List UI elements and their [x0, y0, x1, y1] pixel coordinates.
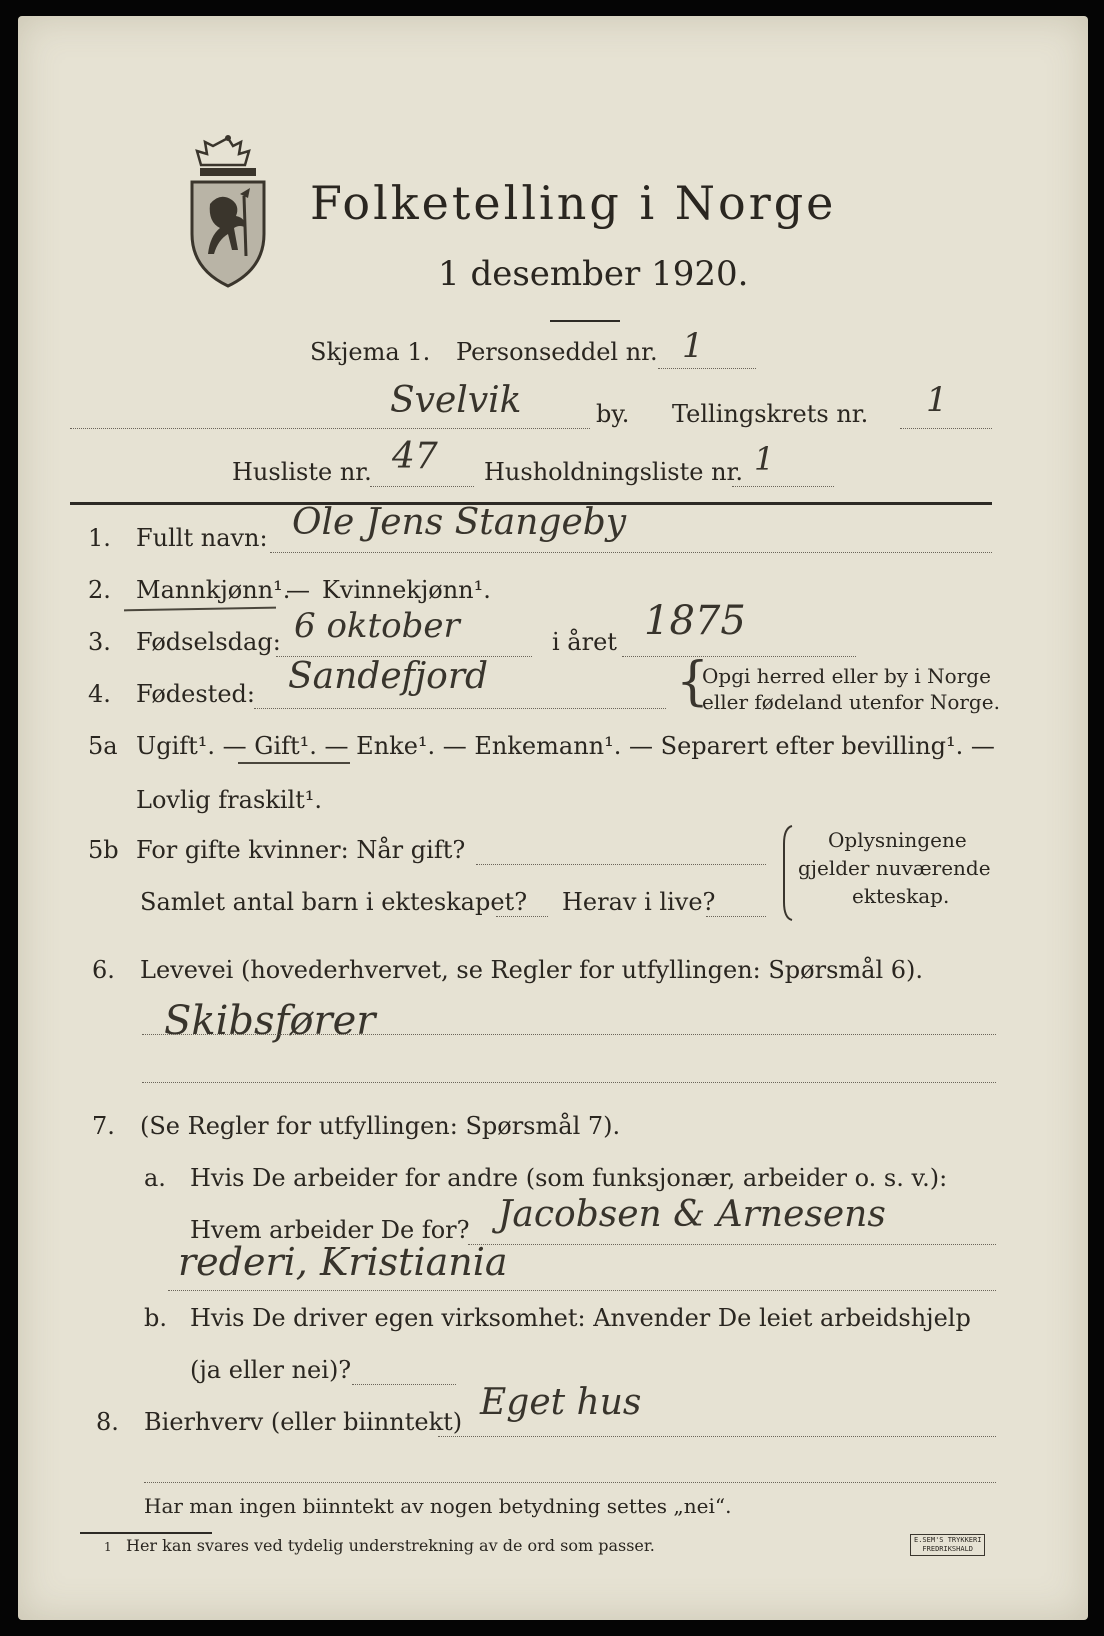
coat-of-arms-icon [184, 134, 272, 294]
q4-line [254, 708, 666, 709]
q5b-children-line[interactable] [496, 916, 548, 917]
q5a-number: 5a [88, 732, 118, 760]
female-option[interactable]: Kvinnekjønn¹. [322, 576, 491, 604]
title-divider [550, 320, 620, 322]
q1-label: Fullt navn: [136, 524, 268, 552]
employer-value-1[interactable]: Jacobsen & Arnesens [498, 1194, 886, 1235]
personseddel-value[interactable]: 1 [682, 326, 704, 366]
q7b-text: Hvis De driver egen virksomhet: Anvender De leiet arbeidshjelp [190, 1304, 971, 1332]
q8-line-2 [144, 1482, 996, 1483]
male-option[interactable]: Mannkjønn¹. [136, 576, 291, 604]
q7b-line[interactable] [352, 1384, 456, 1385]
husholdning-label: Husholdningsliste nr. [484, 458, 743, 486]
husliste-label: Husliste nr. [232, 458, 372, 486]
tellingskrets-value[interactable]: 1 [926, 380, 948, 420]
q7-label: (Se Regler for utfyllingen: Spørsmål 7). [140, 1112, 621, 1140]
personseddel-line [658, 368, 756, 369]
q6-line-2 [142, 1082, 996, 1083]
q6-label: Levevei (hovederhvervet, se Regler for utfyllingen: Spørsmål 6). [140, 956, 924, 984]
male-underline [124, 607, 276, 612]
full-name-value[interactable]: Ole Jens Stangeby [292, 502, 627, 543]
q1-number: 1. [88, 524, 111, 552]
footnote-text: Her kan svares ved tydelig understrekning av de ord som passer. [126, 1536, 655, 1555]
printer-stamp [910, 1534, 985, 1556]
gift-underline [238, 762, 350, 764]
q5b-alive-label: Herav i live? [562, 888, 716, 916]
q7a-text: Hvis De arbeider for andre (som funksjonær, arbeider o. s. v.): [190, 1164, 948, 1192]
q2-separator: — [286, 576, 310, 604]
occupation-value[interactable]: Skibsfører [164, 998, 376, 1044]
q4-label: Fødested: [136, 680, 255, 708]
q5b-note-3: ekteskap. [852, 884, 950, 908]
city-value[interactable]: Svelvik [390, 380, 522, 421]
q8-line-1 [438, 1436, 996, 1437]
q3-year-line [622, 656, 856, 657]
form-title: Folketelling i Norge [310, 176, 837, 230]
q8-number: 8. [96, 1408, 119, 1436]
census-form [18, 16, 1088, 1620]
q7-number: 7. [92, 1112, 115, 1140]
census-date: 1 desember 1920. [438, 254, 749, 294]
by-label: by. [596, 400, 630, 428]
q5b-bracket [780, 824, 796, 922]
q5b-note-2: gjelder nuværende [798, 856, 991, 880]
city-line [70, 428, 590, 429]
q7b-question: (ja eller nei)? [190, 1356, 352, 1384]
husholdning-line [732, 486, 834, 487]
stamp-line-1: E.SEM'S TRYKKERI [914, 1536, 982, 1544]
q4-note-1: Opgi herred eller by i Norge [702, 664, 991, 688]
schema-label: Skjema 1. [310, 338, 431, 366]
q7b-letter: b. [144, 1304, 167, 1332]
husliste-value[interactable]: 47 [392, 436, 438, 477]
q6-number: 6. [92, 956, 115, 984]
q7a-line-1 [468, 1244, 996, 1245]
footnote-mark: 1 [104, 1540, 112, 1554]
year-label: i året [552, 628, 617, 656]
q5b-number: 5b [88, 836, 119, 864]
birthplace-value[interactable]: Sandefjord [288, 656, 489, 697]
q5b-children-label: Samlet antal barn i ekteskapet? [140, 888, 528, 916]
q5b-alive-line[interactable] [706, 916, 766, 917]
q3-label: Fødselsdag: [136, 628, 281, 656]
tellingskrets-label: Tellingskrets nr. [672, 400, 869, 428]
q7a-letter: a. [144, 1164, 166, 1192]
q6-line-1 [142, 1034, 996, 1035]
divorced-option[interactable]: Lovlig fraskilt¹. [136, 786, 323, 814]
birth-year-value[interactable]: 1875 [644, 598, 746, 644]
q4-note-2: eller fødeland utenfor Norge. [702, 690, 1000, 714]
q8-label: Bierhverv (eller biinntekt) [144, 1408, 463, 1436]
husholdning-value[interactable]: 1 [754, 440, 775, 478]
footnote-divider [80, 1532, 212, 1534]
q3-number: 3. [88, 628, 111, 656]
q4-number: 4. [88, 680, 111, 708]
husliste-line [370, 486, 474, 487]
q5b-married-line[interactable] [476, 864, 766, 865]
birth-day-value[interactable]: 6 oktober [294, 606, 460, 646]
personseddel-label: Personseddel nr. [456, 338, 658, 366]
q5b-married-label: For gifte kvinner: Når gift? [136, 836, 466, 864]
q2-number: 2. [88, 576, 111, 604]
employer-value-2[interactable]: rederi, Kristiania [178, 1240, 508, 1284]
q5b-note-1: Oplysningene [828, 828, 967, 852]
tellingskrets-line [900, 428, 992, 429]
stamp-line-2: FREDRIKSHALD [922, 1545, 973, 1553]
q7a-line-2 [168, 1290, 996, 1291]
marital-status-options[interactable]: Ugift¹. — Gift¹. — Enke¹. — Enkemann¹. — Separert efter bevilling¹. — [136, 732, 995, 760]
q1-line [270, 552, 992, 553]
side-income-value[interactable]: Eget hus [480, 1382, 642, 1423]
q4-brace: { [676, 652, 710, 712]
no-income-note: Har man ingen biinntekt av nogen betydning settes „nei“. [144, 1494, 732, 1518]
q7a-question: Hvem arbeider De for? [190, 1216, 470, 1244]
